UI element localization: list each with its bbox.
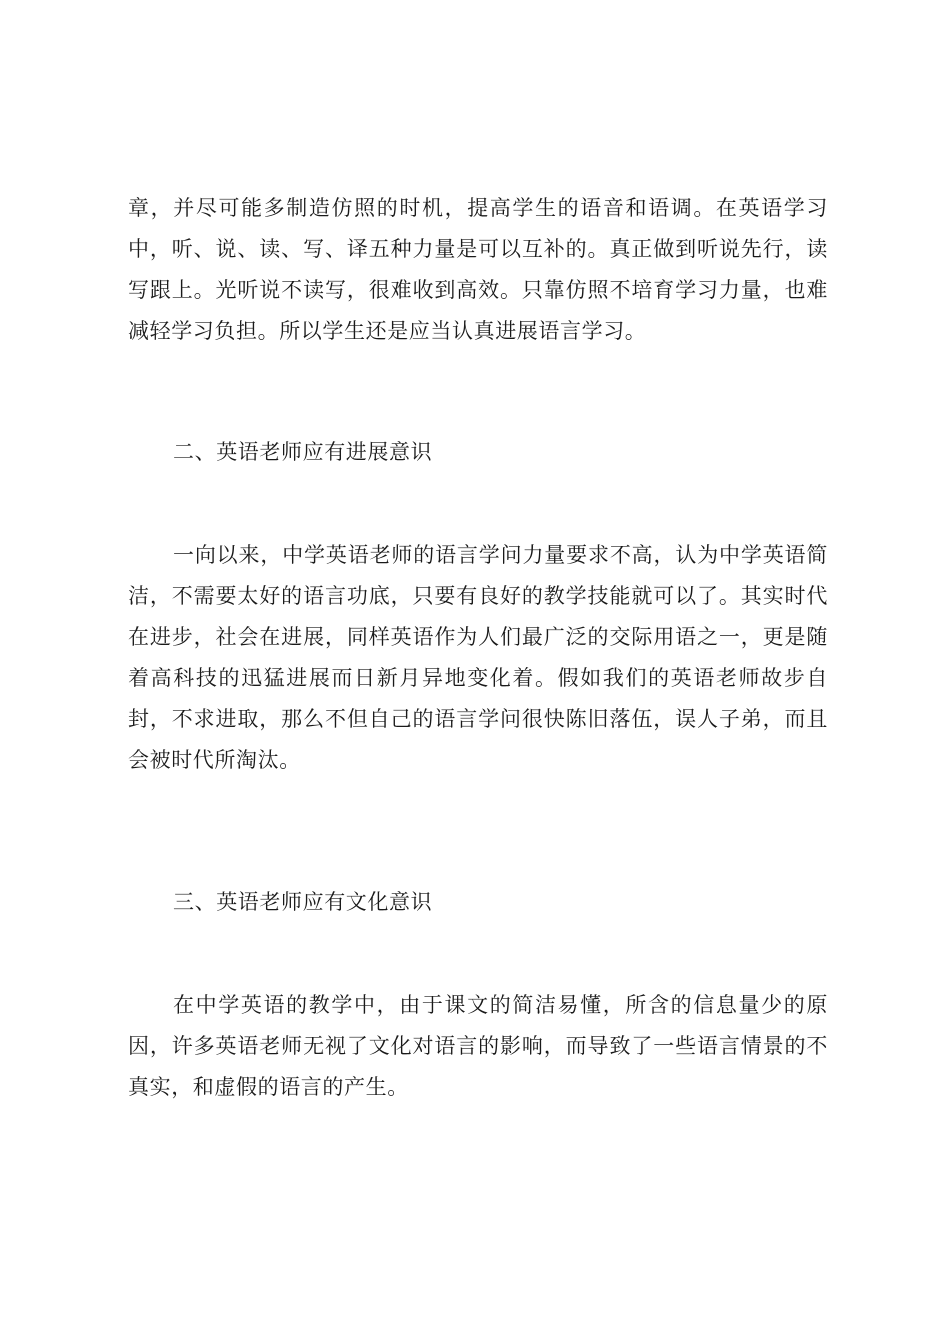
paragraph-section-3: 在中学英语的教学中，由于课文的简洁易懂，所含的信息量少的原因，许多英语老师无视了文化对语言的影响，而导致了一些语言情景的不真实，和虚假的语言的产生。	[128, 993, 828, 1099]
section-heading-3: 三、英语老师应有文化意识	[173, 890, 433, 914]
paragraph-continuation: 章，并尽可能多制造仿照的时机，提高学生的语音和语调。在英语学习中，听、说、读、写、译五种力量是可以互补的。真正做到听说先行，读写跟上。光听说不读写，很难收到高效。只靠仿照不培育学习力量，也难减轻学习负担。所以学生还是应当认真进展语言学习。	[128, 196, 828, 343]
paragraph-section-2: 一向以来，中学英语老师的语言学问力量要求不高，认为中学英语简洁，不需要太好的语言功底，只要有良好的教学技能就可以了。其实时代在进步，社会在进展，同样英语作为人们最广泛的交际用语之一，更是随着高科技的迅猛进展而日新月异地变化着。假如我们的英语老师故步自封，不求进取，那么不但自己的语言学问很快陈旧落伍，误人子弟，而且会被时代所淘汰。	[128, 543, 828, 772]
section-heading-2: 二、英语老师应有进展意识	[173, 440, 433, 464]
